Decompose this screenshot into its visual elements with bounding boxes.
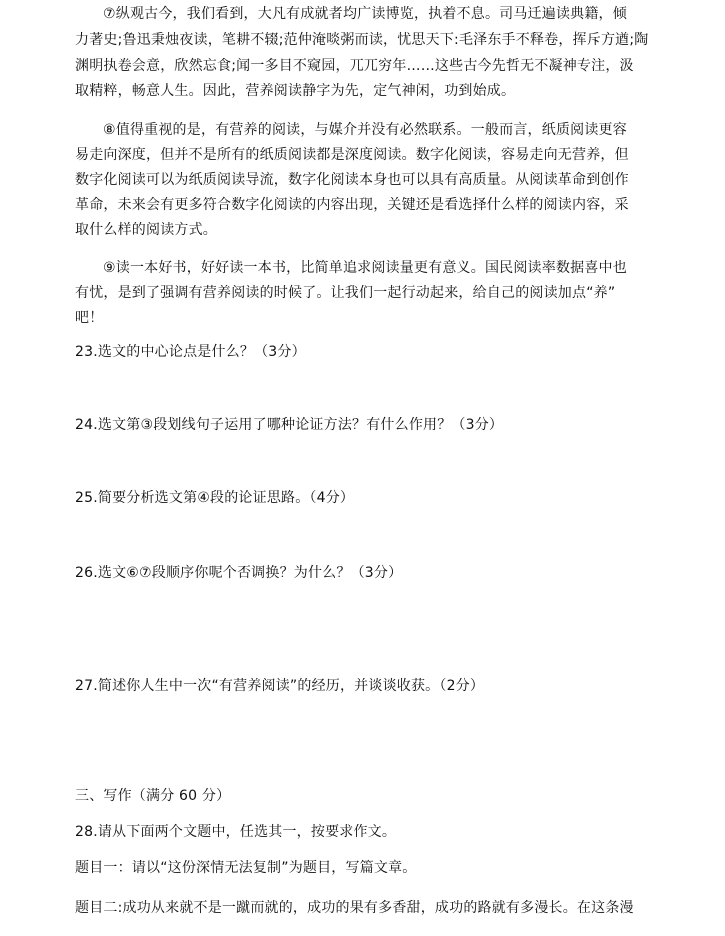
text-line: 革命，未来会有更多符合数字化阅读的内容出现，关键还是看选择什么样的阅读内容，采	[75, 197, 629, 213]
text-line: ⑦纵观古今，我们看到，大凡有成就者均广读博览，执着不息。司马迁遍读典籍，倾	[103, 6, 627, 22]
text-line: 有忧，是到了强调有营养阅读的时候了。让我们一起行动起来，给自己的阅读加点“养”	[75, 285, 616, 301]
text-line: 力著史;鲁迅秉烛夜读，笔耕不辍;范仲淹啖粥而读，忧思天下:毛泽东手不释卷，挥斥方遒;陶	[75, 32, 649, 48]
text-line: 取什么样的阅读方式。	[75, 222, 217, 238]
writing-topic-2: 题目二:成功从来就不是一蹴而就的，成功的果有多香甜，成功的路就有多漫长。在这条漫	[75, 900, 634, 916]
text-line: 易走向深度，但并不是所有的纸质阅读都是深度阅读。数字化阅读，容易走向无营养，但	[75, 147, 629, 163]
writing-topic-1: 题目一：请以“这份深情无法复制”为题目，写篇文章。	[75, 860, 417, 876]
text-line: 渊明执卷会意，欣然忘食;闻一多目不窥园，兀兀穷年……这些古今先哲无不凝神专注，汲	[75, 58, 634, 74]
writing-prompt: 28.请从下面两个文题中，任选其一，按要求作文。	[75, 824, 397, 840]
text-line: 取精粹，畅意人生。因此，营养阅读静字为先，定气神闲，功到始成。	[75, 83, 516, 99]
question-23: 23.选文的中心论点是什么？（3分）	[75, 344, 306, 360]
question-27: 27.简述你人生中一次“有营养阅读”的经历，并谈谈收获。（2分）	[75, 678, 485, 694]
question-24: 24.选文第③段划线句子运用了哪种论证方法？有什么作用？（3分）	[75, 417, 504, 433]
question-25: 25.简要分析选文第④段的论证思路。（4分）	[75, 490, 355, 506]
text-line: 数字化阅读可以为纸质阅读导流，数字化阅读本身也可以具有高质量。从阅读革命到创作	[75, 172, 629, 188]
text-line: ⑨读一本好书，好好读一本书，比简单追求阅读量更有意义。国民阅读率数据喜中也	[103, 260, 627, 276]
text-line: 吧！	[75, 310, 104, 326]
section-title-writing: 三、写作（满分 60 分）	[75, 788, 231, 804]
text-line: ⑧值得重视的是，有营养的阅读，与媒介并没有必然联系。一般而言，纸质阅读更容	[103, 122, 627, 138]
question-26: 26.选文⑥⑦段顺序你呢个否调换？为什么？（3分）	[75, 565, 403, 581]
